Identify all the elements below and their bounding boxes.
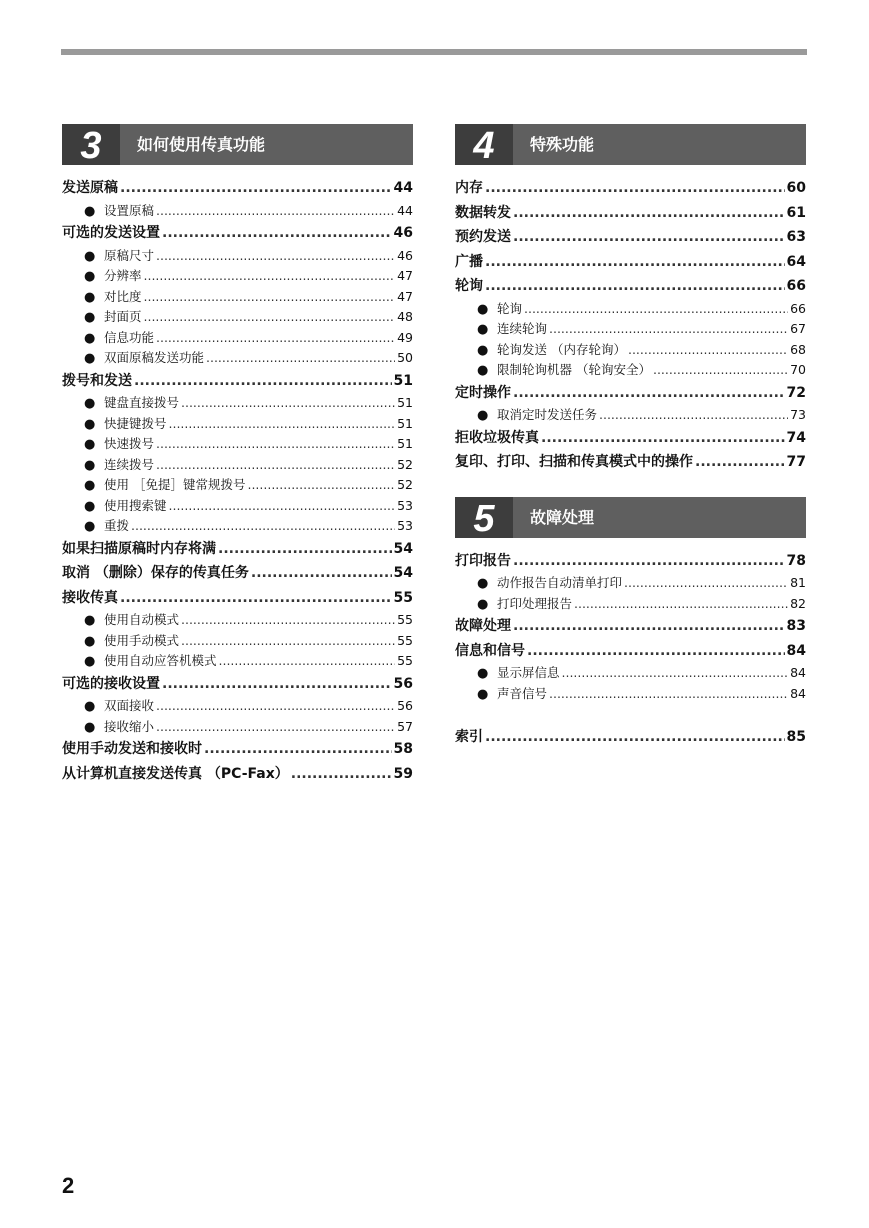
page-ref: 84 [786,642,806,659]
bullet-icon: ● [84,457,96,473]
chapter-number: 3 [62,124,120,165]
entry-title: 快速拨号 [104,436,155,451]
page-ref: 55 [397,612,413,627]
chapter-title: 特殊功能 [530,135,595,154]
leader-dots [156,434,395,454]
entry-title: 轮询 [455,278,483,294]
leader-dots [131,516,395,536]
toc-entry[interactable] [62,586,413,611]
page-ref: 53 [397,518,413,533]
entry-title: 使用 ［免提］键常规拨号 [104,477,246,492]
entry-title: 定时操作 [455,384,511,401]
entry-title: 连续拨号 [104,456,155,472]
page-ref: 77 [786,454,806,470]
leader-dots [144,287,396,307]
chapter-5-header [455,497,806,538]
leader-dots [162,221,392,245]
page-number: 2 [62,1173,75,1198]
toc-list [455,549,806,705]
toc-entry-index[interactable] [455,725,806,750]
top-rule [61,49,807,55]
entry-title: 显示屏信息 [497,665,560,680]
section-gap [455,475,806,497]
page-ref: 44 [397,202,413,218]
entry-title: 封面页 [104,309,142,324]
toc-subentry[interactable] [62,651,413,672]
toc-subentry[interactable] [62,475,413,496]
page-ref: 84 [790,665,806,680]
toc-entry[interactable] [455,426,806,451]
leader-dots [562,663,789,683]
leader-dots [653,360,788,380]
page-ref: 54 [393,540,413,557]
entry-title: 复印、打印、扫描和传真模式中的操作 [455,454,693,470]
entry-title: 连续轮询 [497,321,548,336]
page-ref: 81 [790,575,806,590]
page-ref: 57 [397,718,413,734]
toc-subentry[interactable] [62,246,413,267]
entry-title: 预约发送 [455,229,511,245]
leader-dots [513,614,785,638]
toc-subentry[interactable] [62,516,413,537]
bullet-icon: ● [84,351,96,366]
toc-entry[interactable] [455,176,806,201]
toc-entry[interactable] [62,762,413,787]
leader-dots [527,639,785,663]
entry-title: 如果扫描原稿时内存将满 [62,540,216,557]
entry-title: 快捷键拨号 [104,415,167,431]
toc-entry[interactable] [455,225,806,250]
leader-dots [204,737,392,761]
leader-dots [513,225,785,249]
toc-entry[interactable] [455,450,806,475]
toc-subentry[interactable] [455,405,806,426]
toc-subentry[interactable] [62,455,413,476]
leader-dots [144,307,396,327]
leader-dots [156,696,395,716]
page-ref: 46 [397,247,413,263]
page-ref: 70 [790,362,806,377]
page-ref: 73 [790,407,806,422]
entry-title: 使用搜索键 [104,497,167,513]
entry-title: 轮询发送 （内存轮询） [497,341,626,357]
page-ref: 53 [397,497,413,513]
leader-dots [169,496,396,516]
bullet-icon: ● [477,408,489,423]
bullet-icon: ● [84,719,96,735]
bullet-icon: ● [84,310,96,325]
page-ref: 55 [397,632,413,648]
entry-title: 故障处理 [455,618,511,634]
leader-dots [247,475,395,495]
toc-entry[interactable] [455,614,806,639]
toc-entry[interactable] [455,274,806,299]
leader-dots [120,176,392,200]
bullet-icon: ● [84,633,96,649]
page-ref: 51 [397,415,413,431]
page-ref: 52 [397,477,413,492]
leader-dots [218,537,392,561]
leader-dots [513,549,785,573]
entry-title: 内存 [455,180,483,196]
entry-title: 从计算机直接发送传真 （PC-Fax） [62,765,289,782]
bullet-icon: ● [477,363,489,378]
entry-title: 对比度 [104,288,142,304]
bullet-icon: ● [84,519,96,534]
leader-dots [251,561,392,585]
toc-subentry[interactable] [62,266,413,287]
toc-subentry[interactable] [62,496,413,517]
leader-dots [695,450,785,474]
toc-entry[interactable] [455,201,806,226]
toc-subentry[interactable] [62,610,413,631]
entry-title: 取消定时发送任务 [497,407,598,422]
toc-list [62,176,413,786]
page-ref: 60 [786,180,806,196]
toc-subentry[interactable] [455,299,806,320]
leader-dots [485,176,785,200]
leader-dots [485,725,785,749]
bullet-icon: ● [84,330,96,346]
toc-entry[interactable] [62,537,413,562]
bullet-icon: ● [84,396,96,411]
entry-title: 数据转发 [455,204,511,221]
toc-entry[interactable] [62,176,413,201]
entry-title: 拒收垃圾传真 [455,429,539,446]
toc-subentry[interactable] [62,287,413,308]
entry-title: 可选的发送设置 [62,225,160,241]
toc-subentry[interactable] [455,360,806,381]
entry-title: 接收传真 [62,589,118,606]
toc-subentry[interactable] [455,684,806,705]
bullet-icon: ● [84,269,96,284]
bullet-icon: ● [84,203,96,219]
entry-title: 使用手动模式 [104,632,180,648]
bullet-icon: ● [84,478,96,493]
entry-title: 动作报告自动清单打印 [497,575,623,590]
entry-title: 打印报告 [455,552,511,569]
entry-title: 键盘直接拨号 [104,395,180,410]
leader-dots [120,586,392,610]
toc-subentry[interactable] [62,307,413,328]
page-ref: 49 [397,329,413,345]
page-ref: 84 [790,685,806,701]
toc-subentry[interactable] [62,717,413,738]
entry-title: 打印处理报告 [497,595,573,611]
page-ref: 72 [786,384,806,401]
page-ref: 64 [786,253,806,270]
toc-subentry[interactable] [455,573,806,594]
entry-title: 信息功能 [104,329,155,345]
entry-title: 索引 [455,729,483,745]
bullet-icon: ● [84,416,96,432]
leader-dots [291,762,392,786]
leader-dots [524,299,788,319]
bullet-icon: ● [477,576,489,591]
entry-title: 发送原稿 [62,180,118,196]
entry-title: 拨号和发送 [62,372,132,389]
leader-dots [156,201,395,221]
toc-subentry[interactable] [62,414,413,435]
page-ref: 82 [790,595,806,611]
toc-column-right [455,124,806,750]
toc-list [455,176,806,475]
entry-title: 原稿尺寸 [104,247,155,263]
page-ref: 55 [393,589,413,606]
page-ref: 59 [393,765,413,782]
chapter-4-header [455,124,806,165]
page-ref: 58 [393,741,413,757]
entry-title: 双面接收 [104,698,155,713]
chapter-3-header [62,124,413,165]
leader-dots [541,426,785,450]
leader-dots [169,414,396,434]
leader-dots [206,348,395,368]
page-ref: 63 [786,229,806,245]
leader-dots [156,246,395,266]
page-ref: 56 [393,675,413,692]
leader-dots [156,455,395,475]
toc-subentry[interactable] [62,631,413,652]
leader-dots [549,319,788,339]
leader-dots [156,328,395,348]
leader-dots [156,717,395,737]
toc-subentry[interactable] [455,663,806,684]
page-ref: 55 [397,653,413,668]
chapter-number: 5 [455,497,513,538]
toc-subentry[interactable] [455,594,806,615]
section-gap [455,704,806,725]
leader-dots [144,266,396,286]
toc-entry[interactable] [455,549,806,574]
bullet-icon: ● [84,699,96,714]
toc-entry[interactable] [62,561,413,586]
page-ref: 46 [393,225,413,241]
page-ref: 44 [393,180,413,196]
toc-subentry[interactable] [62,696,413,717]
entry-title: 分辨率 [104,268,142,283]
leader-dots [181,631,395,651]
entry-title: 广播 [455,253,483,270]
page-ref: 56 [397,698,413,713]
chapter-title: 故障处理 [530,507,595,527]
toc-entry[interactable] [62,672,413,697]
bullet-icon: ● [84,654,96,669]
entry-title: 声音信号 [497,685,548,701]
chapter-number: 4 [455,124,513,165]
page-ref: 51 [397,436,413,451]
page-ref: 51 [397,395,413,410]
toc-column-left [62,124,413,786]
toc-entry[interactable] [455,250,806,275]
entry-title: 信息和信号 [455,642,525,659]
leader-dots [219,651,396,671]
page-ref: 66 [790,300,806,316]
page-ref: 47 [397,288,413,304]
leader-dots [549,684,788,704]
entry-title: 使用自动模式 [104,612,180,627]
bullet-icon: ● [84,248,96,264]
page-ref: 50 [397,350,413,365]
entry-title: 轮询 [497,300,523,316]
toc-entry[interactable] [62,221,413,246]
bullet-icon: ● [477,686,489,702]
entry-title: 取消 （删除）保存的传真任务 [62,565,249,581]
leader-dots [624,573,788,593]
page-ref: 47 [397,268,413,283]
page-ref: 74 [786,429,806,446]
page-ref: 54 [393,565,413,581]
leader-dots [134,369,392,393]
page-ref: 67 [790,321,806,336]
toc-subentry[interactable] [62,201,413,222]
bullet-icon: ● [84,289,96,305]
page-ref: 83 [786,618,806,634]
leader-dots [485,274,785,298]
page-ref: 66 [786,278,806,294]
bullet-icon: ● [477,342,489,358]
bullet-icon: ● [84,437,96,452]
leader-dots [181,610,395,630]
bullet-icon: ● [477,301,489,317]
entry-title: 使用手动发送和接收时 [62,741,202,757]
bullet-icon: ● [477,596,489,612]
leader-dots [485,250,785,274]
page-ref: 68 [790,341,806,357]
entry-title: 可选的接收设置 [62,675,160,692]
bullet-icon: ● [84,613,96,628]
toc-entry[interactable] [455,639,806,664]
leader-dots [513,201,785,225]
entry-title: 接收缩小 [104,718,155,734]
leader-dots [513,381,785,405]
toc-subentry[interactable] [455,319,806,340]
toc-subentry[interactable] [62,328,413,349]
entry-title: 设置原稿 [104,202,155,218]
toc-entry[interactable] [455,381,806,406]
toc-subentry[interactable] [62,434,413,455]
leader-dots [181,393,395,413]
page-ref: 85 [786,729,806,745]
toc-subentry[interactable] [62,348,413,369]
page-ref: 48 [397,309,413,324]
leader-dots [162,672,392,696]
entry-title: 限制轮询机器 （轮询安全） [497,362,651,377]
leader-dots [599,405,788,425]
page-ref: 61 [786,204,806,221]
toc-entry[interactable] [62,737,413,762]
entry-title: 双面原稿发送功能 [104,350,205,365]
page-ref: 52 [397,456,413,472]
bullet-icon: ● [477,322,489,337]
page-ref: 78 [786,552,806,569]
bullet-icon: ● [84,498,96,514]
bullet-icon: ● [477,666,489,681]
toc-subentry[interactable] [455,340,806,361]
chapter-title: 如何使用传真功能 [137,135,266,154]
leader-dots [628,340,788,360]
entry-title: 重拨 [104,518,130,533]
entry-title: 使用自动应答机模式 [104,653,217,668]
toc-entry[interactable] [62,369,413,394]
leader-dots [574,594,788,614]
toc-subentry[interactable] [62,393,413,414]
page-ref: 51 [393,372,413,389]
